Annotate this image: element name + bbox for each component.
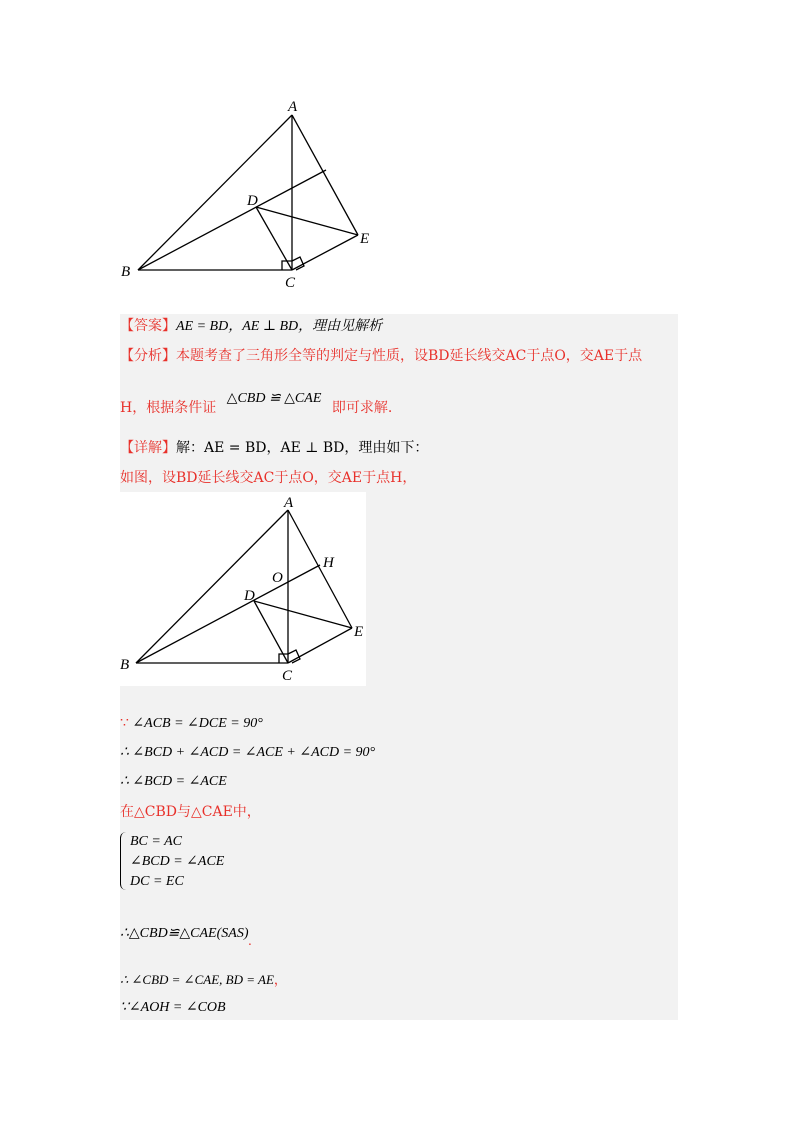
label-b: B	[120, 657, 130, 673]
label-d: D	[244, 588, 255, 604]
segment-ae	[292, 115, 358, 235]
label-c: C	[282, 668, 293, 684]
label-h: H	[323, 555, 334, 571]
label-a: A	[288, 99, 298, 115]
analysis-tag: 【分析】	[120, 348, 176, 364]
proof-therefore-4	[120, 970, 287, 990]
answer-line	[120, 316, 382, 337]
segment-bh	[136, 565, 320, 663]
segment-de	[256, 207, 358, 235]
proof-because-2: ∵∠AOH = ∠COB	[120, 1000, 226, 1015]
system-brace	[120, 832, 129, 890]
system-line-2: ∠BCD = ∠ACE	[130, 854, 225, 869]
therefore-4-comma: ，	[273, 972, 287, 987]
proof-in-triangles: 在△CBD与△CAE中，	[120, 804, 261, 820]
label-a: A	[284, 495, 294, 511]
analysis-line-2	[120, 391, 393, 419]
label-e: E	[354, 624, 364, 640]
therefore-3-text: ∴△CBD≌△CAE(SAS)	[120, 926, 249, 941]
because-1-text: ∠ACB = ∠DCE = 90°	[132, 716, 263, 731]
analysis-text-1: 本题考查了三角形全等的判定与性质，设BD延长线交AC于点O，交AE于点	[176, 348, 643, 364]
therefore-4-text: ∴ ∠CBD = ∠CAE, BD = AE	[120, 972, 274, 987]
segment-ab	[136, 510, 288, 663]
detail-line-2	[120, 468, 416, 488]
proof-therefore-1: ∴ ∠BCD + ∠ACD = ∠ACE + ∠ACD = 90°	[120, 745, 376, 760]
detail-tag: 【详解】	[120, 440, 176, 456]
segment-bh	[138, 170, 326, 270]
detail-line-1	[120, 438, 428, 458]
label-e: E	[360, 231, 370, 247]
segment-ae	[288, 510, 352, 628]
label-b: B	[121, 264, 131, 280]
label-d: D	[247, 193, 258, 209]
system-line-3: DC = EC	[130, 874, 184, 889]
proof-therefore-2: ∴ ∠BCD = ∠ACE	[120, 774, 227, 789]
detail-text-1: 解：AE = BD，AE ⊥ BD，理由如下：	[176, 440, 429, 456]
because-symbol: ∵	[120, 716, 129, 731]
proof-because-1	[120, 714, 263, 734]
analysis-text-2a: H，根据条件证	[120, 400, 217, 416]
segment-ab	[138, 115, 292, 270]
therefore-3-period: .	[248, 934, 252, 949]
analysis-text-2c: 即可求解.	[331, 400, 393, 416]
answer-tag: 【答案】	[120, 318, 176, 334]
system-line-1: BC = AC	[130, 834, 182, 849]
answer-text: AE = BD，AE ⊥ BD，理由见解析	[176, 319, 383, 334]
label-c: C	[285, 275, 296, 291]
analysis-line-1	[120, 346, 642, 366]
proof-therefore-3	[120, 924, 252, 949]
geometry-figure-1	[110, 90, 380, 295]
geometry-figure-2	[110, 490, 380, 690]
analysis-congruence: △CBD ≌ △CAE	[226, 391, 322, 406]
segment-de	[254, 601, 352, 628]
label-o: O	[272, 570, 283, 586]
segment-ce	[288, 628, 352, 663]
segment-ce	[292, 235, 358, 270]
detail-text-2: 如图，设BD延长线交AC于点O，交AE于点H，	[120, 470, 417, 486]
